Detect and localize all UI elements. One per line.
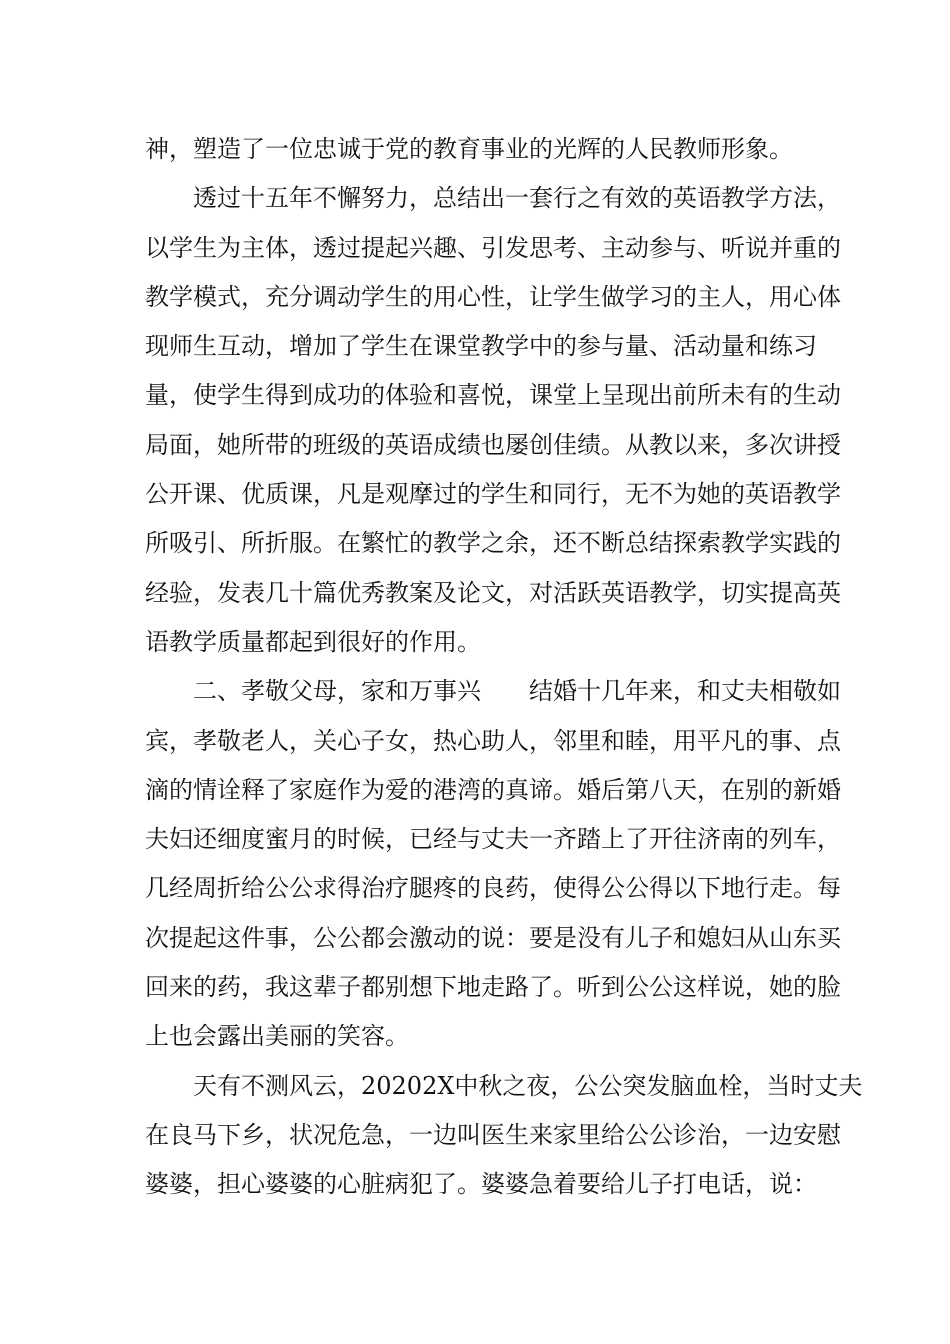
text-line: 上也会露出美丽的笑容。 bbox=[145, 1022, 409, 1051]
text-line: 神，塑造了一位忠诚于党的教育事业的光辉的人民教师形象。 bbox=[145, 135, 793, 163]
text-line: 夫妇还细度蜜月的时候，已经与丈夫一齐踏上了开往济南的列车， bbox=[145, 825, 841, 854]
text-line: 所吸引、所折服。在繁忙的教学之余，还不断总结探索教学实践的 bbox=[145, 529, 841, 558]
text-line: 在良马下乡，状况危急，一边叫医生来家里给公公诊治，一边安慰 bbox=[145, 1120, 841, 1149]
section-heading-line: 二、孝敬父母，家和万事兴 结婚十几年来，和丈夫相敬如 bbox=[193, 677, 841, 706]
text-line: 滴的情诠释了家庭作为爱的港湾的真谛。婚后第八天，在别的新婚 bbox=[145, 775, 841, 804]
text-line: 教学模式，充分调动学生的用心性，让学生做学习的主人，用心体 bbox=[145, 282, 841, 311]
text-line: 公开课、优质课，凡是观摩过的学生和同行，无不为她的英语教学 bbox=[145, 480, 841, 509]
paragraph-start-line: 天有不测风云，20202X中秋之夜，公公突发脑血栓，当时丈夫 bbox=[193, 1071, 863, 1100]
text-line: 现师生互动，增加了学生在课堂教学中的参与量、活动量和练习 bbox=[145, 332, 817, 361]
text-line: 次提起这件事，公公都会激动的说：要是没有儿子和媳妇从山东买 bbox=[145, 923, 841, 952]
text-line: 经验，发表几十篇优秀教案及论文，对活跃英语教学，切实提高英 bbox=[145, 578, 841, 607]
text-line: 宾，孝敬老人，关心子女，热心助人，邻里和睦，用平凡的事、点 bbox=[145, 726, 841, 755]
paragraph-start-line: 透过十五年不懈努力，总结出一套行之有效的英语教学方法， bbox=[193, 184, 841, 213]
text-line: 以学生为主体，透过提起兴趣、引发思考、主动参与、听说并重的 bbox=[145, 233, 841, 262]
text-line: 量，使学生得到成功的体验和喜悦，课堂上呈现出前所未有的生动 bbox=[145, 381, 841, 410]
document-page bbox=[145, 125, 863, 1210]
text-line: 几经周折给公公求得治疗腿疼的良药，使得公公得以下地行走。每 bbox=[145, 874, 841, 903]
text-line: 局面，她所带的班级的英语成绩也屡创佳绩。从教以来，多次讲授 bbox=[145, 430, 841, 459]
text-line: 婆婆，担心婆婆的心脏病犯了。婆婆急着要给儿子打电话，说： bbox=[145, 1170, 817, 1199]
text-line: 回来的药，我这辈子都别想下地走路了。听到公公这样说，她的脸 bbox=[145, 973, 841, 1002]
text-line: 语教学质量都起到很好的作用。 bbox=[145, 627, 481, 656]
